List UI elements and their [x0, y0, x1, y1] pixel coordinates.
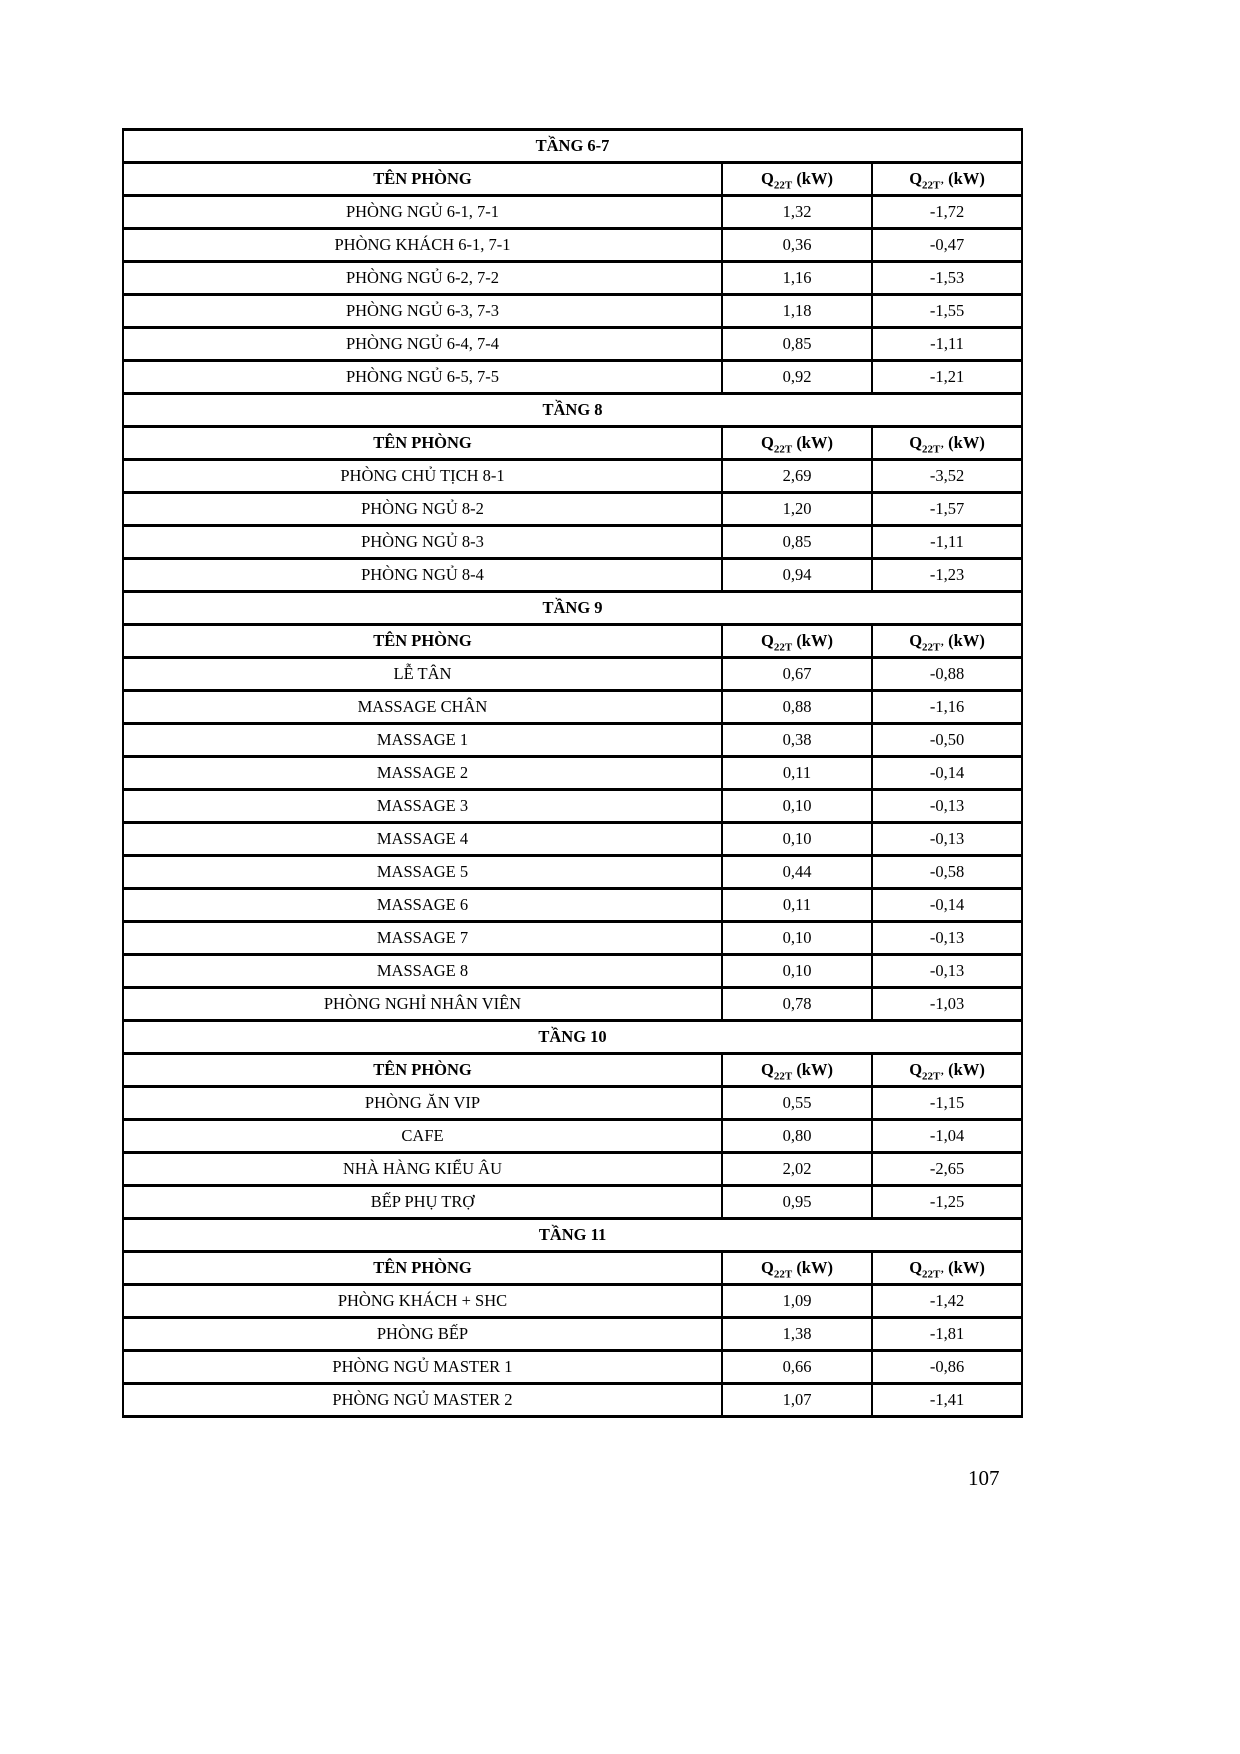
- column-header-room: TÊN PHÒNG: [123, 427, 722, 460]
- table-row: [123, 229, 1022, 262]
- q22t-prime-value-cell: -1,15: [872, 1087, 1022, 1120]
- q22t-prime-value-cell: -0,13: [872, 790, 1022, 823]
- q22t-value-cell: 0,36: [722, 229, 872, 262]
- table-row: [123, 922, 1022, 955]
- q22t-value-cell: 0,85: [722, 526, 872, 559]
- q22t-prime-value-cell: -0,58: [872, 856, 1022, 889]
- floor-header-row: [123, 592, 1022, 625]
- room-name-cell: PHÒNG NGỦ 8-2: [123, 493, 722, 526]
- q22t-value-cell: 1,38: [722, 1318, 872, 1351]
- q22t-prime-value-cell: -1,04: [872, 1120, 1022, 1153]
- column-header-q22t-prime: $Q_{22T’}$ (kW): [872, 1054, 1022, 1087]
- column-header-row: [123, 1054, 1022, 1087]
- room-name-cell: MASSAGE 4: [123, 823, 722, 856]
- q22t-prime-value-cell: -3,52: [872, 460, 1022, 493]
- column-header-q22t-prime: $Q_{22T’}$ (kW): [872, 427, 1022, 460]
- table-row: [123, 757, 1022, 790]
- q22t-prime-value-cell: -1,42: [872, 1285, 1022, 1318]
- q22t-value-cell: 0,94: [722, 559, 872, 592]
- room-name-cell: MASSAGE 1: [123, 724, 722, 757]
- q22t-prime-value-cell: -1,11: [872, 328, 1022, 361]
- column-header-row: [123, 1252, 1022, 1285]
- q22t-prime-value-cell: -1,23: [872, 559, 1022, 592]
- column-header-q22t-prime: $Q_{22T’}$ (kW): [872, 1252, 1022, 1285]
- q22t-prime-value-cell: -1,11: [872, 526, 1022, 559]
- room-name-cell: BẾP PHỤ TRỢ: [123, 1186, 722, 1219]
- q22t-prime-value-cell: -2,65: [872, 1153, 1022, 1186]
- table-row: [123, 889, 1022, 922]
- q22t-prime-value-cell: -1,81: [872, 1318, 1022, 1351]
- table-row: [123, 1351, 1022, 1384]
- floor-header-row: [123, 1021, 1022, 1054]
- q22t-value-cell: 0,11: [722, 889, 872, 922]
- room-name-cell: MASSAGE 3: [123, 790, 722, 823]
- q22t-value-cell: 0,11: [722, 757, 872, 790]
- room-name-cell: PHÒNG BẾP: [123, 1318, 722, 1351]
- table-row: [123, 526, 1022, 559]
- column-header-q22t: $Q_{22T}$ (kW): [722, 427, 872, 460]
- q22t-value-cell: 0,10: [722, 922, 872, 955]
- table-body: [123, 130, 1022, 1417]
- room-name-cell: MASSAGE 6: [123, 889, 722, 922]
- room-name-cell: MASSAGE 2: [123, 757, 722, 790]
- column-header-q22t: $Q_{22T}$ (kW): [722, 1252, 872, 1285]
- q22t-prime-value-cell: -0,88: [872, 658, 1022, 691]
- column-header-q22t: $Q_{22T}$ (kW): [722, 1054, 872, 1087]
- q22t-prime-value-cell: -0,14: [872, 757, 1022, 790]
- q22t-value-cell: 0,88: [722, 691, 872, 724]
- q22t-prime-value-cell: -1,41: [872, 1384, 1022, 1417]
- column-header-q22t: $Q_{22T}$ (kW): [722, 625, 872, 658]
- q22t-prime-value-cell: -1,72: [872, 196, 1022, 229]
- floor-header: TẦNG 11: [123, 1219, 1022, 1252]
- table-row: [123, 988, 1022, 1021]
- q22t-prime-value-cell: -1,16: [872, 691, 1022, 724]
- table-row: [123, 1087, 1022, 1120]
- q22t-value-cell: 1,09: [722, 1285, 872, 1318]
- room-name-cell: NHÀ HÀNG KIỂU ÂU: [123, 1153, 722, 1186]
- q22t-value-cell: 1,20: [722, 493, 872, 526]
- table-row: [123, 790, 1022, 823]
- table-row: [123, 361, 1022, 394]
- table-row: [123, 856, 1022, 889]
- floor-header-row: [123, 394, 1022, 427]
- room-name-cell: PHÒNG NGỦ 6-2, 7-2: [123, 262, 722, 295]
- q22t-prime-value-cell: -0,13: [872, 922, 1022, 955]
- room-name-cell: LỄ TÂN: [123, 658, 722, 691]
- column-header-row: [123, 625, 1022, 658]
- table-row: [123, 1186, 1022, 1219]
- table-row: [123, 1285, 1022, 1318]
- q22t-value-cell: 0,10: [722, 955, 872, 988]
- table-row: [123, 691, 1022, 724]
- table-row: [123, 559, 1022, 592]
- room-name-cell: PHÒNG NGỦ 6-4, 7-4: [123, 328, 722, 361]
- room-name-cell: PHÒNG NGỦ 8-3: [123, 526, 722, 559]
- floor-header: TẦNG 9: [123, 592, 1022, 625]
- q22t-prime-value-cell: -0,47: [872, 229, 1022, 262]
- column-header-room: TÊN PHÒNG: [123, 1252, 722, 1285]
- q22t-value-cell: 0,67: [722, 658, 872, 691]
- q22t-value-cell: 0,80: [722, 1120, 872, 1153]
- q22t-prime-value-cell: -1,21: [872, 361, 1022, 394]
- q22t-value-cell: 0,10: [722, 790, 872, 823]
- room-name-cell: PHÒNG NGỦ 6-3, 7-3: [123, 295, 722, 328]
- floor-header: TẦNG 6-7: [123, 130, 1022, 163]
- table-row: [123, 196, 1022, 229]
- floor-header-row: [123, 1219, 1022, 1252]
- q22t-value-cell: 0,38: [722, 724, 872, 757]
- room-name-cell: PHÒNG NGỦ MASTER 2: [123, 1384, 722, 1417]
- table-row: [123, 724, 1022, 757]
- cooling-load-table: [122, 128, 1023, 1418]
- q22t-prime-value-cell: -0,50: [872, 724, 1022, 757]
- column-header-room: TÊN PHÒNG: [123, 163, 722, 196]
- column-header-row: [123, 427, 1022, 460]
- table-row: [123, 493, 1022, 526]
- room-name-cell: MASSAGE 5: [123, 856, 722, 889]
- q22t-prime-value-cell: -1,57: [872, 493, 1022, 526]
- table-row: [123, 1120, 1022, 1153]
- column-header-room: TÊN PHÒNG: [123, 1054, 722, 1087]
- table-row: [123, 955, 1022, 988]
- page-number: 107: [968, 1466, 1000, 1490]
- q22t-prime-value-cell: -1,55: [872, 295, 1022, 328]
- room-name-cell: PHÒNG CHỦ TỊCH 8-1: [123, 460, 722, 493]
- q22t-value-cell: 0,78: [722, 988, 872, 1021]
- q22t-value-cell: 0,95: [722, 1186, 872, 1219]
- room-name-cell: CAFE: [123, 1120, 722, 1153]
- table-row: [123, 823, 1022, 856]
- room-name-cell: PHÒNG KHÁCH 6-1, 7-1: [123, 229, 722, 262]
- q22t-value-cell: 0,66: [722, 1351, 872, 1384]
- room-name-cell: PHÒNG ĂN VIP: [123, 1087, 722, 1120]
- table-row: [123, 328, 1022, 361]
- q22t-value-cell: 0,85: [722, 328, 872, 361]
- q22t-prime-value-cell: -0,86: [872, 1351, 1022, 1384]
- floor-header: TẦNG 8: [123, 394, 1022, 427]
- column-header-row: [123, 163, 1022, 196]
- q22t-value-cell: 1,16: [722, 262, 872, 295]
- column-header-q22t: $Q_{22T}$ (kW): [722, 163, 872, 196]
- q22t-prime-value-cell: -0,14: [872, 889, 1022, 922]
- room-name-cell: PHÒNG NGHỈ NHÂN VIÊN: [123, 988, 722, 1021]
- q22t-prime-value-cell: -1,03: [872, 988, 1022, 1021]
- table-row: [123, 460, 1022, 493]
- table-row: [123, 1153, 1022, 1186]
- room-name-cell: MASSAGE 8: [123, 955, 722, 988]
- table-row: [123, 295, 1022, 328]
- column-header-q22t-prime: $Q_{22T’}$ (kW): [872, 163, 1022, 196]
- q22t-value-cell: 2,02: [722, 1153, 872, 1186]
- table-row: [123, 262, 1022, 295]
- q22t-value-cell: 0,10: [722, 823, 872, 856]
- q22t-prime-value-cell: -0,13: [872, 955, 1022, 988]
- room-name-cell: PHÒNG NGỦ MASTER 1: [123, 1351, 722, 1384]
- room-name-cell: PHÒNG NGỦ 6-1, 7-1: [123, 196, 722, 229]
- table-row: [123, 1318, 1022, 1351]
- q22t-prime-value-cell: -1,53: [872, 262, 1022, 295]
- q22t-prime-value-cell: -0,13: [872, 823, 1022, 856]
- q22t-value-cell: 1,18: [722, 295, 872, 328]
- q22t-value-cell: 1,32: [722, 196, 872, 229]
- q22t-value-cell: 0,44: [722, 856, 872, 889]
- q22t-prime-value-cell: -1,25: [872, 1186, 1022, 1219]
- room-name-cell: MASSAGE 7: [123, 922, 722, 955]
- column-header-q22t-prime: $Q_{22T’}$ (kW): [872, 625, 1022, 658]
- floor-header-row: [123, 130, 1022, 163]
- column-header-room: TÊN PHÒNG: [123, 625, 722, 658]
- q22t-value-cell: 0,55: [722, 1087, 872, 1120]
- floor-header: TẦNG 10: [123, 1021, 1022, 1054]
- q22t-value-cell: 2,69: [722, 460, 872, 493]
- q22t-value-cell: 0,92: [722, 361, 872, 394]
- room-name-cell: PHÒNG NGỦ 8-4: [123, 559, 722, 592]
- table-row: [123, 658, 1022, 691]
- room-name-cell: PHÒNG NGỦ 6-5, 7-5: [123, 361, 722, 394]
- room-name-cell: PHÒNG KHÁCH + SHC: [123, 1285, 722, 1318]
- room-name-cell: MASSAGE CHÂN: [123, 691, 722, 724]
- table-row: [123, 1384, 1022, 1417]
- q22t-value-cell: 1,07: [722, 1384, 872, 1417]
